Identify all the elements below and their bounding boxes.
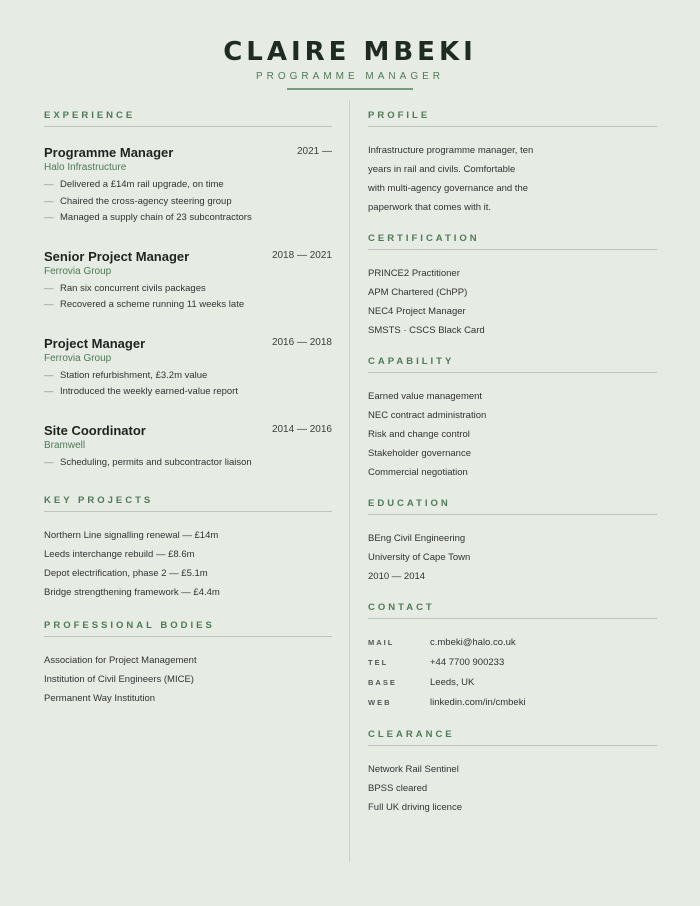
body-item: Association for Project Management	[44, 655, 197, 666]
contact-label: MAIL	[368, 638, 395, 647]
key-projects-section	[44, 495, 332, 602]
certification-item: NEC4 Project Manager	[368, 306, 466, 317]
certification-item: APM Chartered (ChPP)	[368, 287, 468, 298]
email-link[interactable]: c.mbeki@halo.co.uk	[430, 637, 516, 648]
job-dates: 2018 — 2021	[271, 249, 332, 261]
candidate-name: CLAIRE MBEKI	[223, 37, 477, 67]
job-organisation: Halo Infrastructure	[44, 162, 127, 173]
clearance-item: BPSS cleared	[368, 783, 428, 794]
education-item: University of Cape Town	[368, 552, 471, 563]
project-item: Northern Line signalling renewal — £14m	[44, 530, 219, 541]
project-item: Leeds interchange rebuild — £8.6m	[44, 549, 195, 560]
job-title: Project Manager	[44, 335, 146, 351]
job-bullet: — Ran six concurrent civils packages	[44, 282, 206, 294]
project-item: Bridge strengthening framework — £4.4m	[44, 587, 220, 598]
title-underline	[287, 88, 413, 90]
education-item: BEng Civil Engineering	[368, 533, 466, 544]
certification-item: SMSTS · CSCS Black Card	[368, 325, 485, 336]
job-entry	[44, 145, 332, 227]
job-organisation: Ferrovia Group	[44, 265, 112, 277]
profile-line: paperwork that comes with it.	[368, 202, 492, 213]
section-heading: KEY PROJECTS	[44, 495, 332, 512]
job-title: Programme Manager	[44, 145, 174, 160]
candidate-title: PROGRAMME MANAGER	[255, 71, 444, 82]
professional-bodies-section	[44, 620, 332, 708]
capability-item: NEC contract administration	[368, 410, 487, 421]
resume-header	[0, 36, 700, 90]
section-heading: CAPABILITY	[368, 356, 657, 373]
section-heading: PROFILE	[368, 110, 657, 127]
job-bullet: — Introduced the weekly earned-value report	[44, 386, 238, 397]
clearance-item: Network Rail Sentinel	[368, 764, 459, 775]
education-item: 2010 — 2014	[368, 571, 426, 582]
job-bullet: — Scheduling, permits and subcontractor liaison	[44, 456, 252, 468]
contact-label: BASE	[368, 678, 397, 687]
job-bullet: — Station refurbishment, £3.2m value	[44, 369, 208, 381]
contact-label: TEL	[368, 658, 389, 667]
contact-base	[368, 673, 657, 693]
capability-item: Commercial negotiation	[368, 467, 468, 478]
web-link[interactable]: linkedin.com/in/cmbeki	[430, 697, 526, 708]
job-bullet: — Recovered a scheme running 11 weeks late	[44, 299, 245, 310]
job-entry	[44, 423, 332, 472]
section-heading: PROFESSIONAL BODIES	[44, 620, 332, 637]
profile-line: years in rail and civils. Comfortable	[368, 164, 516, 175]
job-dates: 2021 —	[296, 146, 332, 157]
job-dates: 2014 — 2016	[271, 423, 332, 435]
job-bullet: — Delivered a £14m rail upgrade, on time	[44, 179, 224, 190]
certification-item: PRINCE2 Practitioner	[368, 268, 460, 279]
right-column	[368, 110, 657, 817]
contact-label: WEB	[368, 698, 392, 707]
contact-tel	[368, 653, 657, 673]
phone-link[interactable]: +44 7700 900233	[430, 657, 505, 668]
capability-item: Risk and change control	[368, 429, 470, 440]
experience-section	[44, 110, 332, 471]
job-bullet: — Chaired the cross-agency steering group	[44, 195, 232, 207]
capability-item: Earned value management	[368, 391, 483, 402]
body-item: Institution of Civil Engineers (MICE)	[44, 674, 194, 685]
section-heading: CONTACT	[368, 602, 657, 619]
job-entry	[44, 249, 332, 314]
job-organisation: Bramwell	[44, 439, 86, 451]
section-heading: CLEARANCE	[368, 729, 657, 746]
job-title: Senior Project Manager	[44, 248, 190, 264]
job-entry	[44, 336, 332, 401]
contact-mail	[368, 633, 657, 653]
job-bullet: — Managed a supply chain of 23 subcontractors	[44, 212, 252, 223]
location-text: Leeds, UK	[430, 677, 475, 688]
certification-section	[368, 233, 657, 340]
contact-section	[368, 602, 657, 713]
education-section	[368, 498, 657, 586]
job-title: Site Coordinator	[44, 422, 146, 438]
profile-section	[368, 110, 657, 217]
capability-item: Stakeholder governance	[368, 448, 471, 459]
body-item: Permanent Way Institution	[44, 693, 156, 704]
profile-line: with multi-agency governance and the	[368, 183, 529, 194]
job-organisation: Ferrovia Group	[44, 352, 112, 364]
section-heading: CERTIFICATION	[368, 233, 657, 250]
clearance-section	[368, 729, 657, 817]
section-heading: EXPERIENCE	[44, 110, 332, 127]
column-divider	[349, 100, 350, 862]
capability-section	[368, 356, 657, 482]
profile-line: Infrastructure programme manager, ten	[368, 145, 534, 156]
contact-web	[368, 693, 657, 713]
left-column	[44, 110, 332, 708]
clearance-item: Full UK driving licence	[368, 802, 462, 813]
job-dates: 2016 — 2018	[271, 336, 332, 348]
project-item: Depot electrification, phase 2 — £5.1m	[44, 568, 208, 579]
section-heading: EDUCATION	[368, 498, 657, 515]
